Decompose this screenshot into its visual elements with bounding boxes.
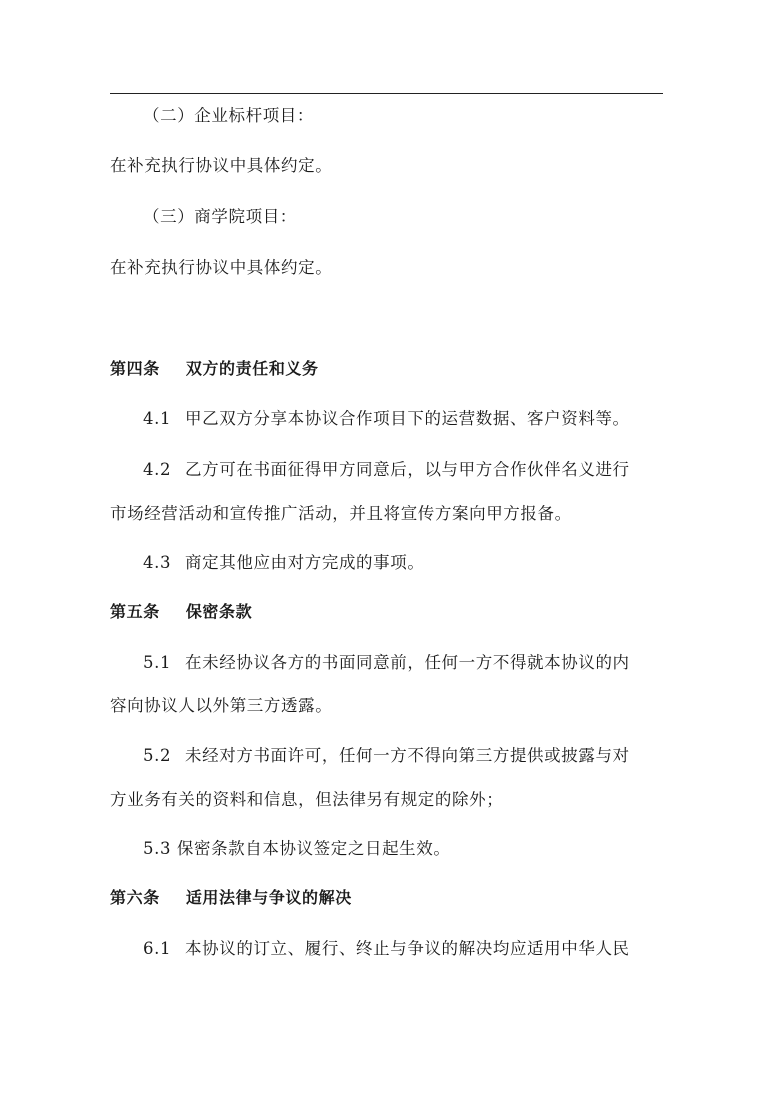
clause-text: 本协议的订立、履行、终止与争议的解决均应适用中华人民 [185,939,630,958]
article-5-number: 第五条 [110,602,160,621]
article-6-title: 适用法律与争议的解决 [185,888,352,907]
article-6-number: 第六条 [110,888,160,907]
clause-6-1 [143,938,630,960]
clause-number: 5.2 [143,746,172,765]
clause-text: 乙方可在书面征得甲方同意后，以与甲方合作伙伴名义进行 [185,460,630,479]
clause-5-1-continued: 容向协议人以外第三方透露。 [110,696,333,715]
clause-4-2-continued: 市场经营活动和宣传推广活动，并且将宣传方案向甲方报备。 [110,504,572,523]
clause-5-1 [143,652,630,674]
clause-number: 5.1 [143,653,172,672]
clause-text: 甲乙双方分享本协议合作项目下的运营数据、客户资料等。 [185,409,630,428]
clause-number: 4.2 [143,460,172,479]
article-5-heading [110,601,252,623]
clause-text: 未经对方书面许可，任何一方不得向第三方提供或披露与对 [185,746,630,765]
clause-5-3: 5.3 保密条款自本协议签定之日起生效。 [143,839,451,858]
paragraph: 在补充执行协议中具体约定。 [110,156,333,175]
subsection-heading-3: （三）商学院项目： [143,207,297,226]
clause-text: 在未经协议各方的书面同意前，任何一方不得就本协议的内 [185,653,630,672]
clause-number: 4.1 [143,409,172,428]
article-4-number: 第四条 [110,359,160,378]
clause-text: 商定其他应由对方完成的事项。 [185,553,425,572]
article-4-title: 双方的责任和义务 [185,359,319,378]
article-5-title: 保密条款 [185,602,253,621]
subsection-heading-2: （二）企业标杆项目： [143,106,314,125]
header-rule [110,93,663,94]
clause-5-2 [143,745,630,767]
clause-4-2 [143,459,630,481]
clause-5-2-continued: 方业务有关的资料和信息，但法律另有规定的除外； [110,790,504,809]
clause-number: 6.1 [143,939,172,958]
paragraph: 在补充执行协议中具体约定。 [110,258,333,277]
clause-number: 4.3 [143,553,172,572]
article-6-heading [110,887,352,909]
article-4-heading [110,358,319,380]
clause-4-1 [143,408,630,430]
clause-4-3 [143,552,424,574]
